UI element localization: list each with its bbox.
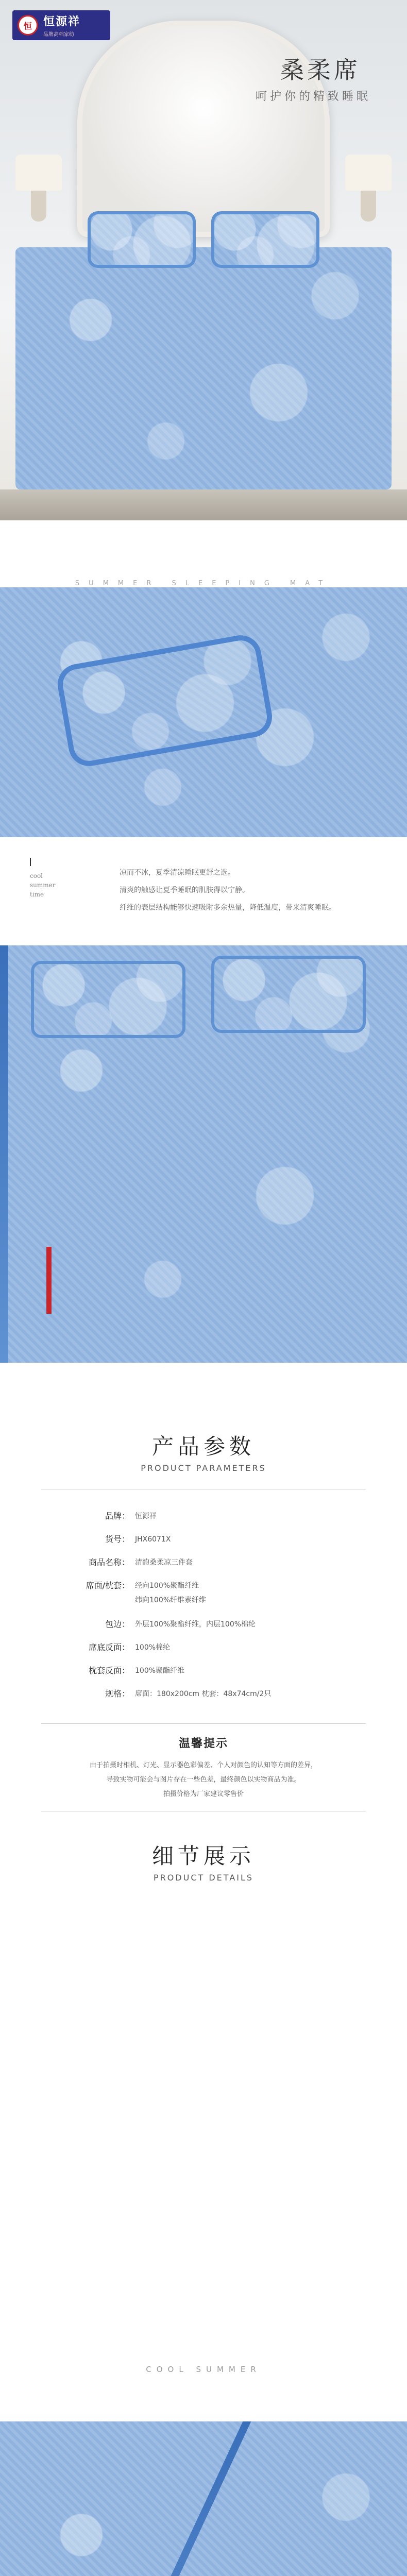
param-row bbox=[82, 1556, 193, 1569]
intro-en-line: summer bbox=[30, 882, 56, 889]
param-row bbox=[82, 1687, 271, 1701]
param-value: 清韵桑柔凉三件套 bbox=[135, 1558, 193, 1567]
warning-title: 温馨提示 bbox=[178, 1737, 228, 1750]
param-value: JHX6071X bbox=[135, 1535, 171, 1544]
brand-name: 恒源祥 bbox=[43, 15, 81, 28]
params-title-en: PRODUCT PARAMETERS bbox=[141, 1463, 266, 1473]
param-value: 外层100%聚酯纤维，内层100%棉纶 bbox=[135, 1620, 256, 1629]
red-accent-bar bbox=[46, 1247, 52, 1314]
param-row bbox=[82, 1618, 256, 1631]
param-label: 席底反面： bbox=[88, 1642, 130, 1652]
intro-section bbox=[0, 837, 407, 945]
param-label: 规格： bbox=[105, 1689, 130, 1699]
param-label: 货号： bbox=[105, 1534, 130, 1544]
hero-image bbox=[0, 0, 407, 520]
param-row bbox=[82, 1533, 171, 1546]
param-label: 商品名称： bbox=[88, 1557, 130, 1567]
intro-line: 凉而不冰，夏季清凉睡眠更舒之选。 bbox=[120, 869, 235, 877]
param-value: 恒源祥 bbox=[135, 1512, 157, 1520]
banner-caption bbox=[0, 520, 407, 598]
pillow-closeup-image bbox=[0, 587, 407, 837]
left-lamp bbox=[15, 155, 62, 222]
pillow-left bbox=[88, 211, 196, 268]
details-title: 细节展示 bbox=[151, 1843, 255, 1869]
param-row bbox=[82, 1510, 157, 1523]
pillow-right bbox=[211, 211, 319, 268]
hero-subtitle: 呵护你的精致睡眠 bbox=[255, 90, 371, 103]
params-section bbox=[0, 1363, 407, 1919]
brand-seal-icon: 恒 bbox=[18, 15, 38, 36]
intro-en bbox=[30, 858, 55, 899]
brand-tagline: 品牌高档家纺 bbox=[43, 32, 74, 38]
hero-title: 桑柔席 bbox=[280, 56, 361, 84]
params-title: 产品参数 bbox=[151, 1434, 255, 1459]
param-row bbox=[82, 1664, 184, 1677]
warning-line: 由于拍摄时相机、灯光、显示器色彩偏差、个人对颜色的认知等方面的差异， bbox=[89, 1761, 317, 1769]
param-value: 经向100%聚酯纤维 bbox=[135, 1582, 199, 1590]
pillow-right bbox=[211, 956, 366, 1033]
param-value: 100%棉纶 bbox=[135, 1643, 171, 1652]
warning-line: 拍摄价格为厂家建议零售价 bbox=[163, 1790, 244, 1798]
param-row bbox=[82, 1579, 199, 1592]
mat-edge-trim bbox=[0, 945, 8, 1363]
detail-edge-image bbox=[0, 2421, 407, 2576]
cool-caption-section bbox=[0, 2334, 407, 2421]
bed-base bbox=[0, 489, 407, 520]
detail-fabric-image bbox=[0, 1919, 407, 2334]
mat-edge-trim bbox=[66, 2421, 251, 2576]
intro-bar bbox=[30, 858, 31, 866]
mat-on-bed bbox=[15, 247, 392, 489]
param-value: 纬向100%纤维素纤维 bbox=[135, 1596, 207, 1604]
intro-text bbox=[120, 864, 336, 917]
intro-en-line: cool bbox=[30, 872, 43, 879]
brand-logo[interactable] bbox=[12, 10, 110, 40]
intro-line: 纤维的表层结构能够快速吸附多余热量，降低温度，带来清爽睡眠。 bbox=[120, 904, 336, 912]
intro-en-line: time bbox=[30, 891, 44, 898]
param-label: 品牌： bbox=[105, 1511, 130, 1521]
bed-pillows-image bbox=[0, 945, 407, 1363]
param-label: 包边： bbox=[105, 1619, 130, 1629]
divider bbox=[41, 1723, 366, 1724]
param-value: 席面：180x200cm 枕套：48x74cm/2只 bbox=[135, 1690, 272, 1698]
warning-line: 导致实物可能会与图片存在一些色差，最终颜色以实物商品为准。 bbox=[106, 1776, 301, 1784]
param-label: 枕套反面： bbox=[88, 1666, 130, 1675]
right-lamp bbox=[345, 155, 392, 222]
cool-caption: COOL SUMMER bbox=[146, 2365, 261, 2374]
param-value: 100%聚酯纤维 bbox=[135, 1667, 185, 1675]
param-label: 席面/枕套： bbox=[86, 1581, 130, 1590]
banner-en-text: SUMMER SLEEPING MAT bbox=[75, 580, 332, 587]
param-row bbox=[82, 1641, 170, 1654]
intro-line: 清爽的触感让夏季睡眠的肌肤得以宁静。 bbox=[120, 886, 249, 894]
details-title-en: PRODUCT DETAILS bbox=[153, 1873, 254, 1883]
param-row bbox=[82, 1594, 206, 1607]
pillow-closeup bbox=[55, 632, 276, 769]
pillow-left bbox=[31, 961, 185, 1038]
